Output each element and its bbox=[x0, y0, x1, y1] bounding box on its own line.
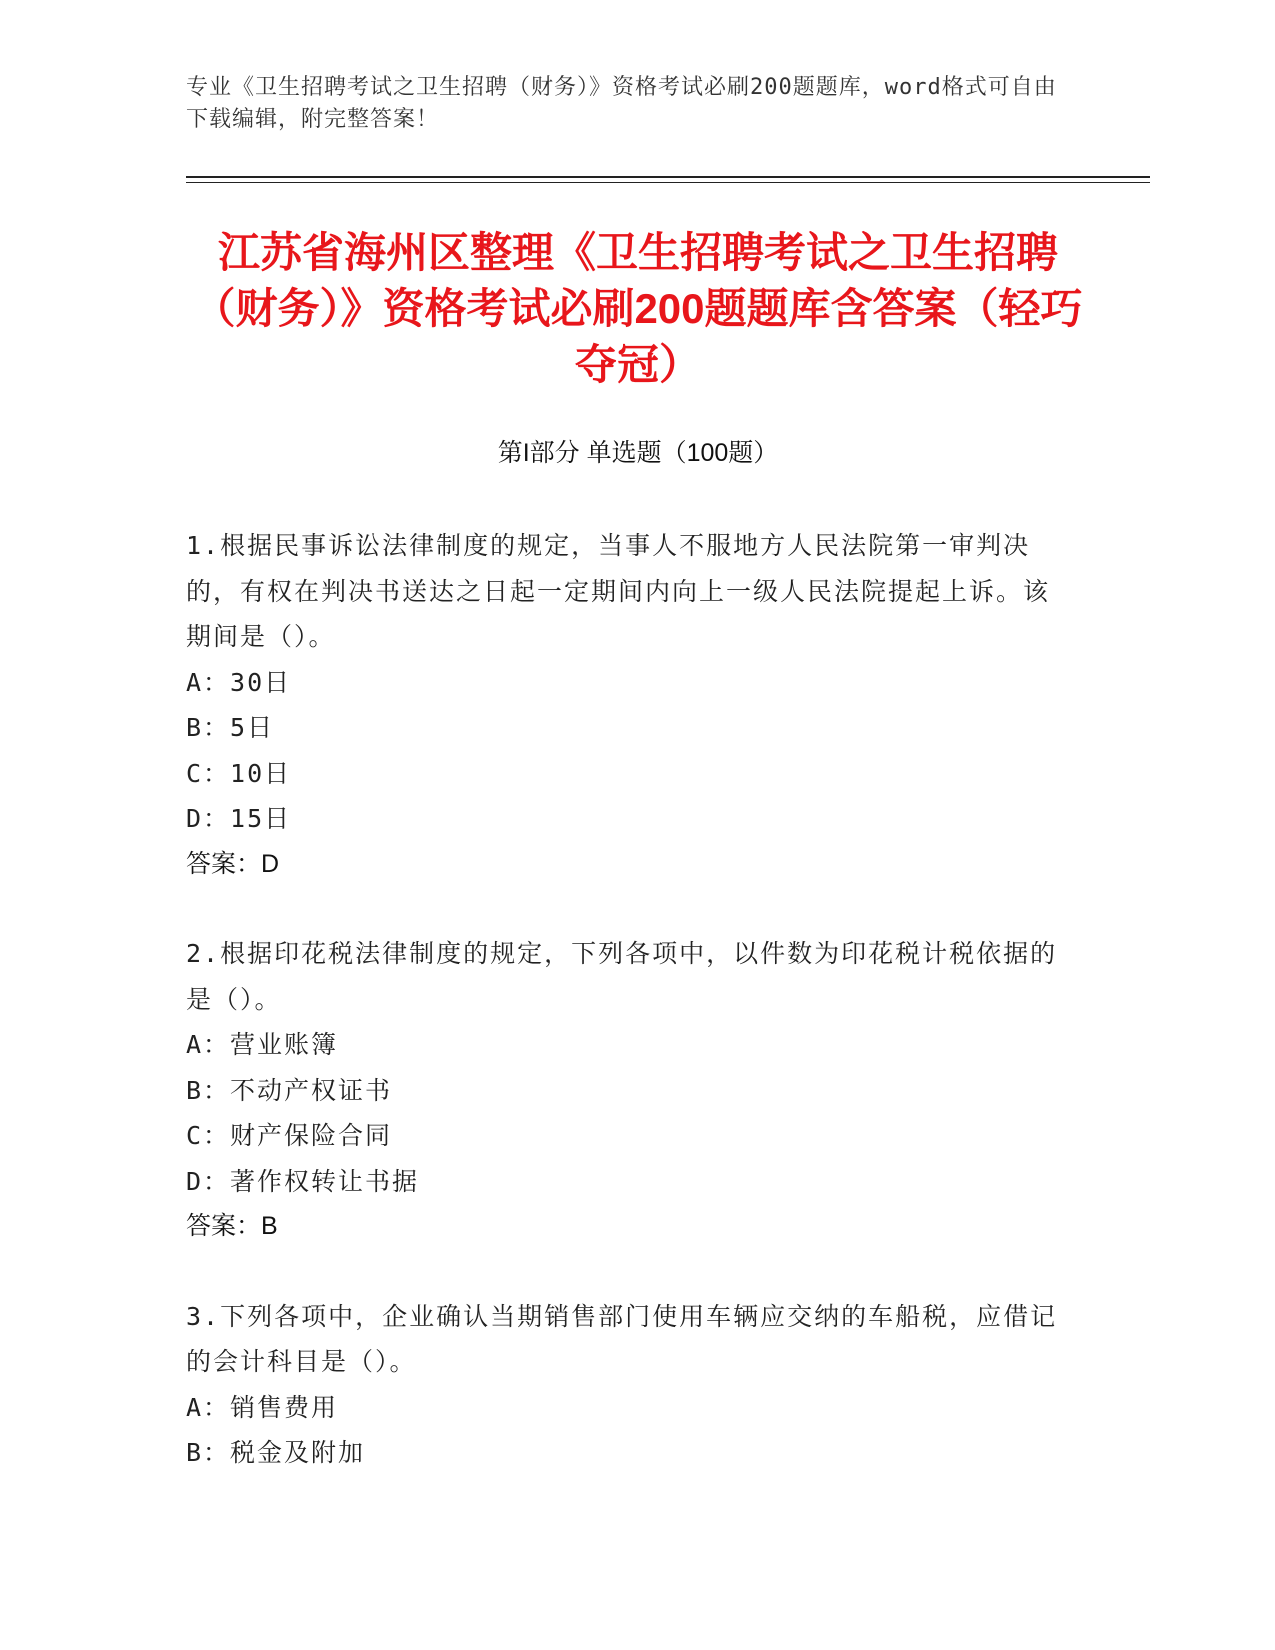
option-b: B：不动产权证书 bbox=[186, 1075, 393, 1105]
question-list bbox=[186, 523, 1066, 1520]
option-a: A：30日 bbox=[186, 667, 292, 697]
answer: 答案：D bbox=[186, 849, 280, 878]
answer: 答案：B bbox=[186, 1212, 278, 1240]
question-2 bbox=[186, 931, 1066, 1250]
header-divider-thin bbox=[186, 182, 1150, 183]
option-a: A：营业账簿 bbox=[186, 1030, 339, 1059]
question-stem: 2.根据印花税法律制度的规定，下列各项中，以件数为印花税计税依据的是（）。 bbox=[186, 939, 1058, 1014]
question-stem: 1.根据民事诉讼法律制度的规定，当事人不服地方人民法院第一审判决的，有权在判决书送达之日起一定期间内向上一级人民法院提起上诉。该期间是（）。 bbox=[186, 531, 1051, 651]
option-c: C：财产保险合同 bbox=[186, 1121, 393, 1150]
option-d: D：著作权转让书据 bbox=[186, 1166, 420, 1196]
document-title: 江苏省海州区整理《卫生招聘考试之卫生招聘（财务）》资格考试必刷200题题库含答案（轻巧夺冠） bbox=[193, 229, 1083, 388]
header-note: 专业《卫生招聘考试之卫生招聘（财务）》资格考试必刷200题题库，word格式可自由下载编辑，附完整答案！ bbox=[186, 75, 1057, 132]
option-b: B：税金及附加 bbox=[186, 1438, 366, 1467]
option-a: A：销售费用 bbox=[186, 1392, 339, 1422]
header-divider-thick bbox=[186, 176, 1150, 178]
option-b: B：5日 bbox=[186, 713, 275, 742]
question-stem: 3.下列各项中，企业确认当期销售部门使用车辆应交纳的车船税，应借记的会计科目是（）。 bbox=[186, 1301, 1058, 1376]
question-3 bbox=[186, 1294, 1066, 1476]
option-c: C：10日 bbox=[186, 758, 292, 788]
section-title: 第I部分 单选题（100题） bbox=[497, 439, 779, 467]
question-1 bbox=[186, 523, 1066, 887]
option-d: D：15日 bbox=[186, 804, 292, 833]
